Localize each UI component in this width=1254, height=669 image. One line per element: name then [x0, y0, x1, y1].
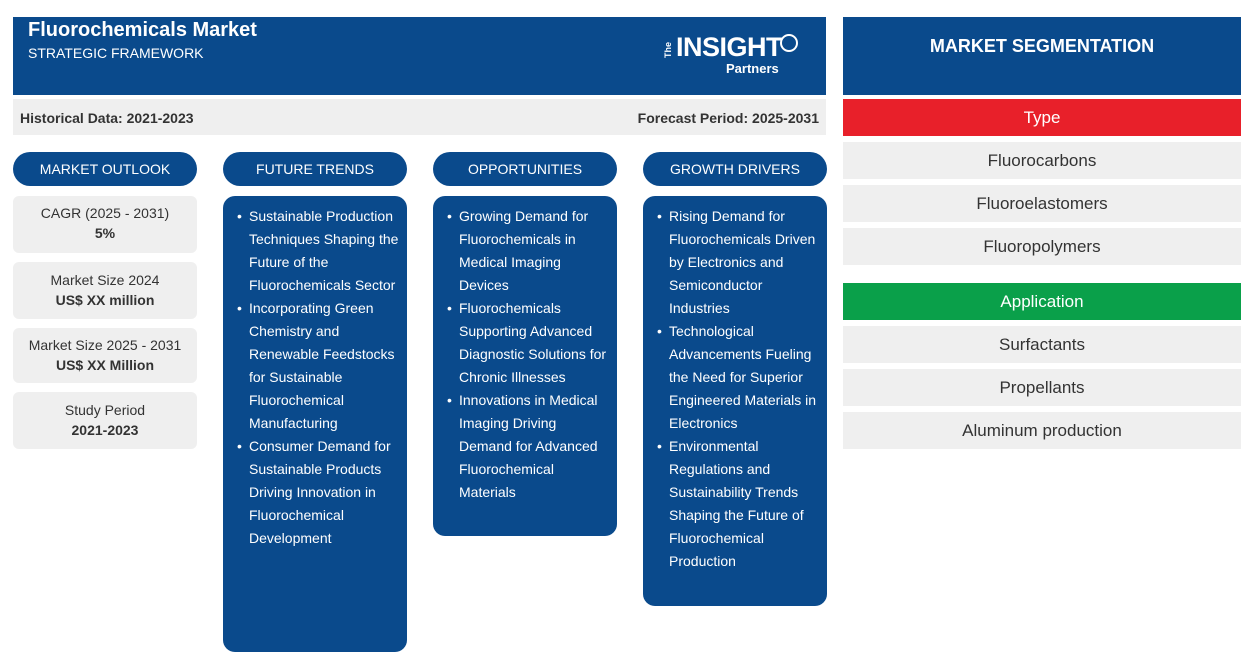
logo-insight-text: INSIGHT [676, 32, 783, 62]
segment-item: Fluorocarbons [843, 142, 1241, 179]
forecast-period: Forecast Period: 2025-2031 [637, 110, 819, 126]
outlook-value: 5% [94, 225, 116, 241]
future-trends-box [223, 196, 407, 652]
list-item: • Incorporating Green Chemistry and Renewable Feedstocks for Sustainable Fluorochemical Manufacturing [249, 297, 399, 435]
growth-drivers-list [657, 205, 819, 573]
outlook-card-market-size-forecast [13, 328, 197, 383]
logo-bulb-icon [780, 34, 798, 52]
historical-data: Historical Data: 2021-2023 [20, 110, 194, 126]
outlook-label: CAGR (2025 - 2031) [40, 205, 170, 221]
outlook-card-cagr [13, 196, 197, 253]
outlook-label: Market Size 2025 - 2031 [28, 337, 182, 353]
outlook-value: US$ XX Million [55, 357, 154, 373]
opportunities-header: OPPORTUNITIES [433, 152, 617, 186]
outlook-card-market-size-2024 [13, 262, 197, 319]
page-title: Fluorochemicals Market [28, 19, 257, 41]
list-item: • Rising Demand for Fluorochemicals Driven by Electronics and Semiconductor Industries [669, 205, 819, 320]
segment-item: Surfactants [843, 326, 1241, 363]
list-item: • Environmental Regulations and Sustainability Trends Shaping the Future of Fluorochemical Production [669, 435, 819, 573]
growth-drivers-box [643, 196, 827, 606]
opportunities-box [433, 196, 617, 536]
insight-partners-logo [662, 34, 806, 80]
outlook-label: Market Size 2024 [50, 272, 160, 288]
list-item: • Fluorochemicals Supporting Advanced Diagnostic Solutions for Chronic Illnesses [459, 297, 609, 389]
opportunities-list [447, 205, 609, 504]
segment-category-type: Type [843, 99, 1241, 136]
segment-item: Fluoroelastomers [843, 185, 1241, 222]
page-subtitle: STRATEGIC FRAMEWORK [28, 45, 204, 61]
outlook-value: US$ XX million [55, 292, 155, 308]
market-segmentation-header: MARKET SEGMENTATION [843, 17, 1241, 95]
outlook-value: 2021-2023 [71, 422, 139, 438]
list-item: • Sustainable Production Techniques Shaping the Future of the Fluorochemicals Sector [249, 205, 399, 297]
growth-drivers-header: GROWTH DRIVERS [643, 152, 827, 186]
future-trends-list [237, 205, 399, 550]
future-trends-header: FUTURE TRENDS [223, 152, 407, 186]
list-item: • Technological Advancements Fueling the Need for Superior Engineered Materials in Electronics [669, 320, 819, 435]
segment-category-application: Application [843, 283, 1241, 320]
logo-the-text: The [663, 42, 673, 59]
list-item: • Consumer Demand for Sustainable Products Driving Innovation in Fluorochemical Development [249, 435, 399, 550]
segment-item: Propellants [843, 369, 1241, 406]
segment-item: Aluminum production [843, 412, 1241, 449]
outlook-card-study-period [13, 392, 197, 449]
segment-item: Fluoropolymers [843, 228, 1241, 265]
market-outlook-header: MARKET OUTLOOK [13, 152, 197, 186]
list-item: • Innovations in Medical Imaging Driving Demand for Advanced Fluorochemical Materials [459, 389, 609, 504]
outlook-label: Study Period [64, 402, 146, 418]
logo-partners-text: Partners [726, 61, 779, 76]
list-item: • Growing Demand for Fluorochemicals in Medical Imaging Devices [459, 205, 609, 297]
